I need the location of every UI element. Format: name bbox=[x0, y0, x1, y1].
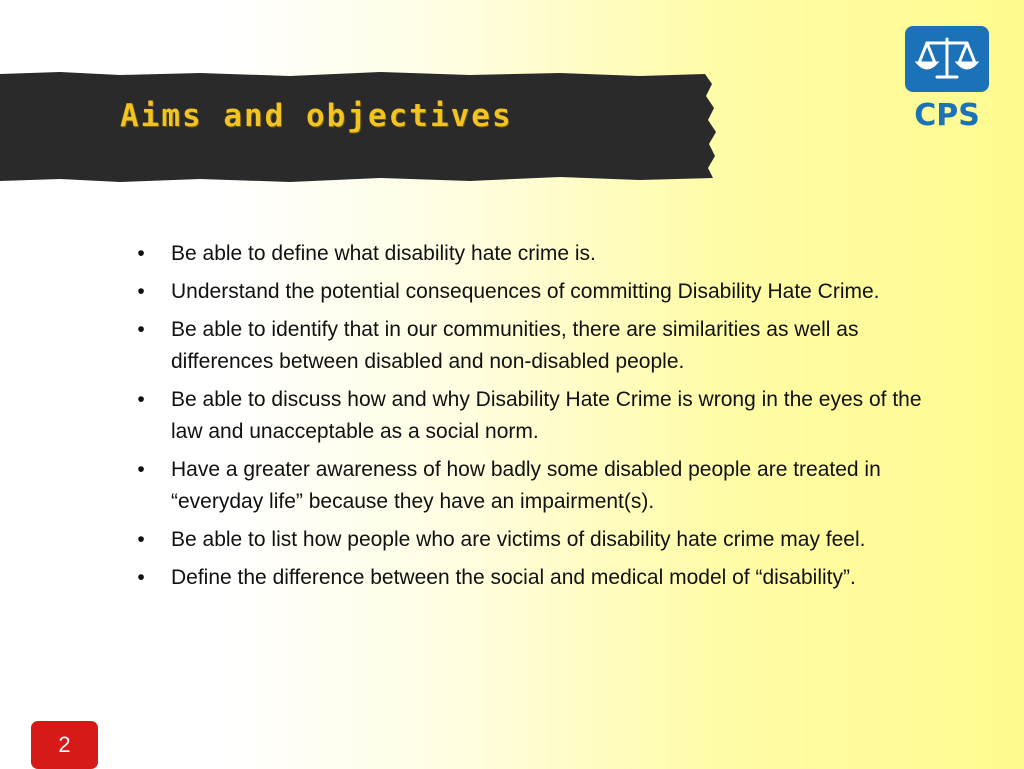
list-item bbox=[131, 384, 931, 448]
bullet-icon: • bbox=[137, 528, 145, 551]
scales-of-justice-icon bbox=[905, 26, 989, 92]
list-item-text: Have a greater awareness of how badly some disabled people are treated in “everyday life” because they have an impairment(s). bbox=[171, 458, 881, 513]
bullet-icon: • bbox=[137, 388, 145, 411]
bullet-icon: • bbox=[137, 566, 145, 589]
bullet-icon: • bbox=[137, 242, 145, 265]
slide-title: Aims and objectives bbox=[120, 98, 513, 134]
bullet-icon: • bbox=[137, 280, 145, 303]
list-item bbox=[131, 314, 931, 378]
list-item-text: Be able to discuss how and why Disability Hate Crime is wrong in the eyes of the law and unacceptable as a social norm. bbox=[171, 388, 922, 443]
bullet-icon: • bbox=[137, 318, 145, 341]
list-item bbox=[131, 562, 931, 594]
cps-logo bbox=[905, 26, 989, 133]
objectives-list bbox=[131, 238, 931, 600]
logo-text: CPS bbox=[914, 98, 980, 133]
page-number-badge: 2 bbox=[31, 721, 98, 769]
bullet-icon: • bbox=[137, 458, 145, 481]
list-item bbox=[131, 276, 931, 308]
list-item bbox=[131, 238, 931, 270]
list-item-text: Be able to list how people who are victims of disability hate crime may feel. bbox=[171, 528, 866, 551]
list-item-text: Define the difference between the social and medical model of “disability”. bbox=[171, 566, 856, 589]
list-item bbox=[131, 524, 931, 556]
list-item-text: Understand the potential consequences of committing Disability Hate Crime. bbox=[171, 280, 880, 303]
list-item-text: Be able to identify that in our communities, there are similarities as well as differences between disabled and non-disabled people. bbox=[171, 318, 859, 373]
list-item-text: Be able to define what disability hate crime is. bbox=[171, 242, 596, 265]
list-item bbox=[131, 454, 931, 518]
